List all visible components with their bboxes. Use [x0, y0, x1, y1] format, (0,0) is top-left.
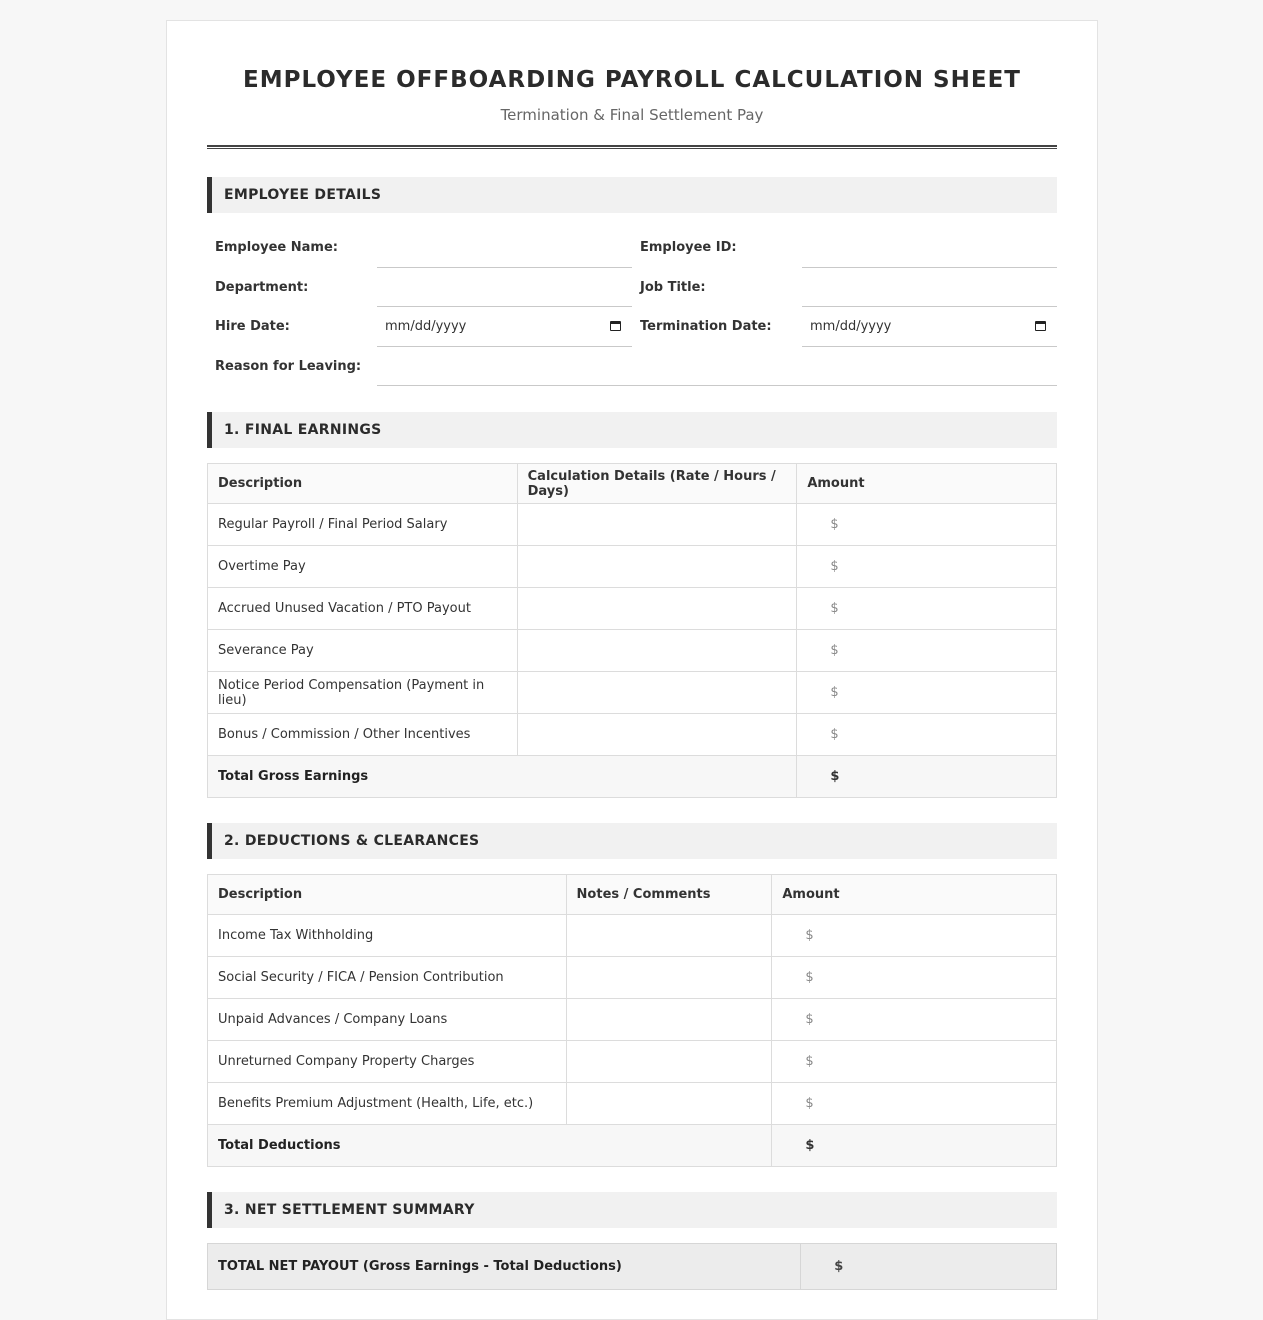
- amount-cell[interactable]: $: [772, 915, 1057, 957]
- notes-cell[interactable]: [566, 915, 772, 957]
- table-row: [208, 999, 1057, 1041]
- calculation-details-cell[interactable]: [517, 714, 797, 756]
- total-row: [208, 1125, 1057, 1167]
- amount-cell[interactable]: $: [797, 588, 1057, 630]
- table-row: [208, 630, 1057, 672]
- column-header: Amount: [772, 875, 1057, 915]
- table-row: [208, 915, 1057, 957]
- total-row: [208, 756, 1057, 798]
- amount-cell[interactable]: $: [772, 1083, 1057, 1125]
- notes-cell[interactable]: [566, 1083, 772, 1125]
- row-description: Regular Payroll / Final Period Salary: [208, 504, 518, 546]
- row-description: Bonus / Commission / Other Incentives: [208, 714, 518, 756]
- employee-details-form: [207, 228, 1057, 386]
- table-row: [208, 546, 1057, 588]
- earnings-table: [207, 463, 1057, 798]
- total-deductions-label: Total Deductions: [208, 1125, 772, 1167]
- column-header: Description: [208, 464, 518, 504]
- amount-cell[interactable]: $: [772, 957, 1057, 999]
- table-row: [208, 1041, 1057, 1083]
- section-header-final-earnings: 1. FINAL EARNINGS: [207, 412, 1057, 448]
- section-header-employee-details: EMPLOYEE DETAILS: [207, 177, 1057, 213]
- table-row: [208, 1083, 1057, 1125]
- table-header-row: [208, 464, 1057, 504]
- net-payout-amount[interactable]: $: [801, 1244, 1057, 1290]
- column-header: Description: [208, 875, 567, 915]
- calculation-details-cell[interactable]: [517, 630, 797, 672]
- amount-cell[interactable]: $: [797, 504, 1057, 546]
- calculation-details-cell[interactable]: [517, 504, 797, 546]
- amount-cell[interactable]: $: [772, 1041, 1057, 1083]
- calculation-details-cell[interactable]: [517, 588, 797, 630]
- hire-date-label: Hire Date:: [215, 319, 290, 334]
- employee-id-label: Employee ID:: [640, 240, 737, 255]
- section-header-net-settlement: 3. NET SETTLEMENT SUMMARY: [207, 1192, 1057, 1228]
- calendar-icon[interactable]: [1035, 321, 1046, 331]
- reason-label: Reason for Leaving:: [215, 358, 362, 374]
- net-settlement-table: [207, 1243, 1057, 1290]
- hire-date-value: mm/dd/yyyy: [385, 319, 467, 334]
- net-payout-row: [208, 1244, 1057, 1290]
- job-title-label: Job Title:: [640, 279, 706, 295]
- total-gross-earnings-amount[interactable]: $: [797, 756, 1057, 798]
- row-description: Accrued Unused Vacation / PTO Payout: [208, 588, 518, 630]
- notes-cell[interactable]: [566, 999, 772, 1041]
- calendar-icon[interactable]: [610, 321, 621, 331]
- employee-id-field[interactable]: [802, 228, 1057, 268]
- calculation-details-cell[interactable]: [517, 546, 797, 588]
- row-description: Severance Pay: [208, 630, 518, 672]
- net-payout-label: TOTAL NET PAYOUT (Gross Earnings - Total Deductions): [208, 1244, 801, 1290]
- notes-cell[interactable]: [566, 957, 772, 999]
- row-description: Benefits Premium Adjustment (Health, Life, etc.): [208, 1083, 567, 1125]
- row-description: Notice Period Compensation (Payment in lieu): [208, 672, 518, 714]
- column-header: Notes / Comments: [566, 875, 772, 915]
- table-row: [208, 672, 1057, 714]
- table-row: [208, 714, 1057, 756]
- column-header: Amount: [797, 464, 1057, 504]
- row-description: Unreturned Company Property Charges: [208, 1041, 567, 1083]
- amount-cell[interactable]: $: [772, 999, 1057, 1041]
- job-title-field[interactable]: [802, 268, 1057, 308]
- row-description: Social Security / FICA / Pension Contribution: [208, 957, 567, 999]
- table-row: [208, 504, 1057, 546]
- table-row: [208, 957, 1057, 999]
- title-divider: [207, 145, 1057, 149]
- employee-name-label: Employee Name:: [215, 240, 338, 255]
- page-subtitle: Termination & Final Settlement Pay: [500, 106, 764, 124]
- total-gross-earnings-label: Total Gross Earnings: [208, 756, 797, 798]
- hire-date-field[interactable]: [377, 307, 632, 347]
- reason-field[interactable]: [377, 347, 1057, 387]
- termination-date-label: Termination Date:: [640, 319, 772, 334]
- row-description: Unpaid Advances / Company Loans: [208, 999, 567, 1041]
- employee-name-field[interactable]: [377, 228, 632, 268]
- amount-cell[interactable]: $: [797, 714, 1057, 756]
- amount-cell[interactable]: $: [797, 630, 1057, 672]
- department-field[interactable]: [377, 268, 632, 308]
- row-description: Overtime Pay: [208, 546, 518, 588]
- department-label: Department:: [215, 279, 309, 295]
- notes-cell[interactable]: [566, 1041, 772, 1083]
- page-title: EMPLOYEE OFFBOARDING PAYROLL CALCULATION SHEET: [243, 67, 1021, 93]
- deductions-table: [207, 874, 1057, 1167]
- amount-cell[interactable]: $: [797, 546, 1057, 588]
- row-description: Income Tax Withholding: [208, 915, 567, 957]
- calculation-details-cell[interactable]: [517, 672, 797, 714]
- column-header: Calculation Details (Rate / Hours / Days): [517, 464, 797, 504]
- amount-cell[interactable]: $: [797, 672, 1057, 714]
- total-deductions-amount[interactable]: $: [772, 1125, 1057, 1167]
- termination-date-value: mm/dd/yyyy: [810, 319, 892, 334]
- table-header-row: [208, 875, 1057, 915]
- payroll-sheet: [166, 20, 1098, 1320]
- section-header-deductions: 2. DEDUCTIONS & CLEARANCES: [207, 823, 1057, 859]
- table-row: [208, 588, 1057, 630]
- termination-date-field[interactable]: [802, 307, 1057, 347]
